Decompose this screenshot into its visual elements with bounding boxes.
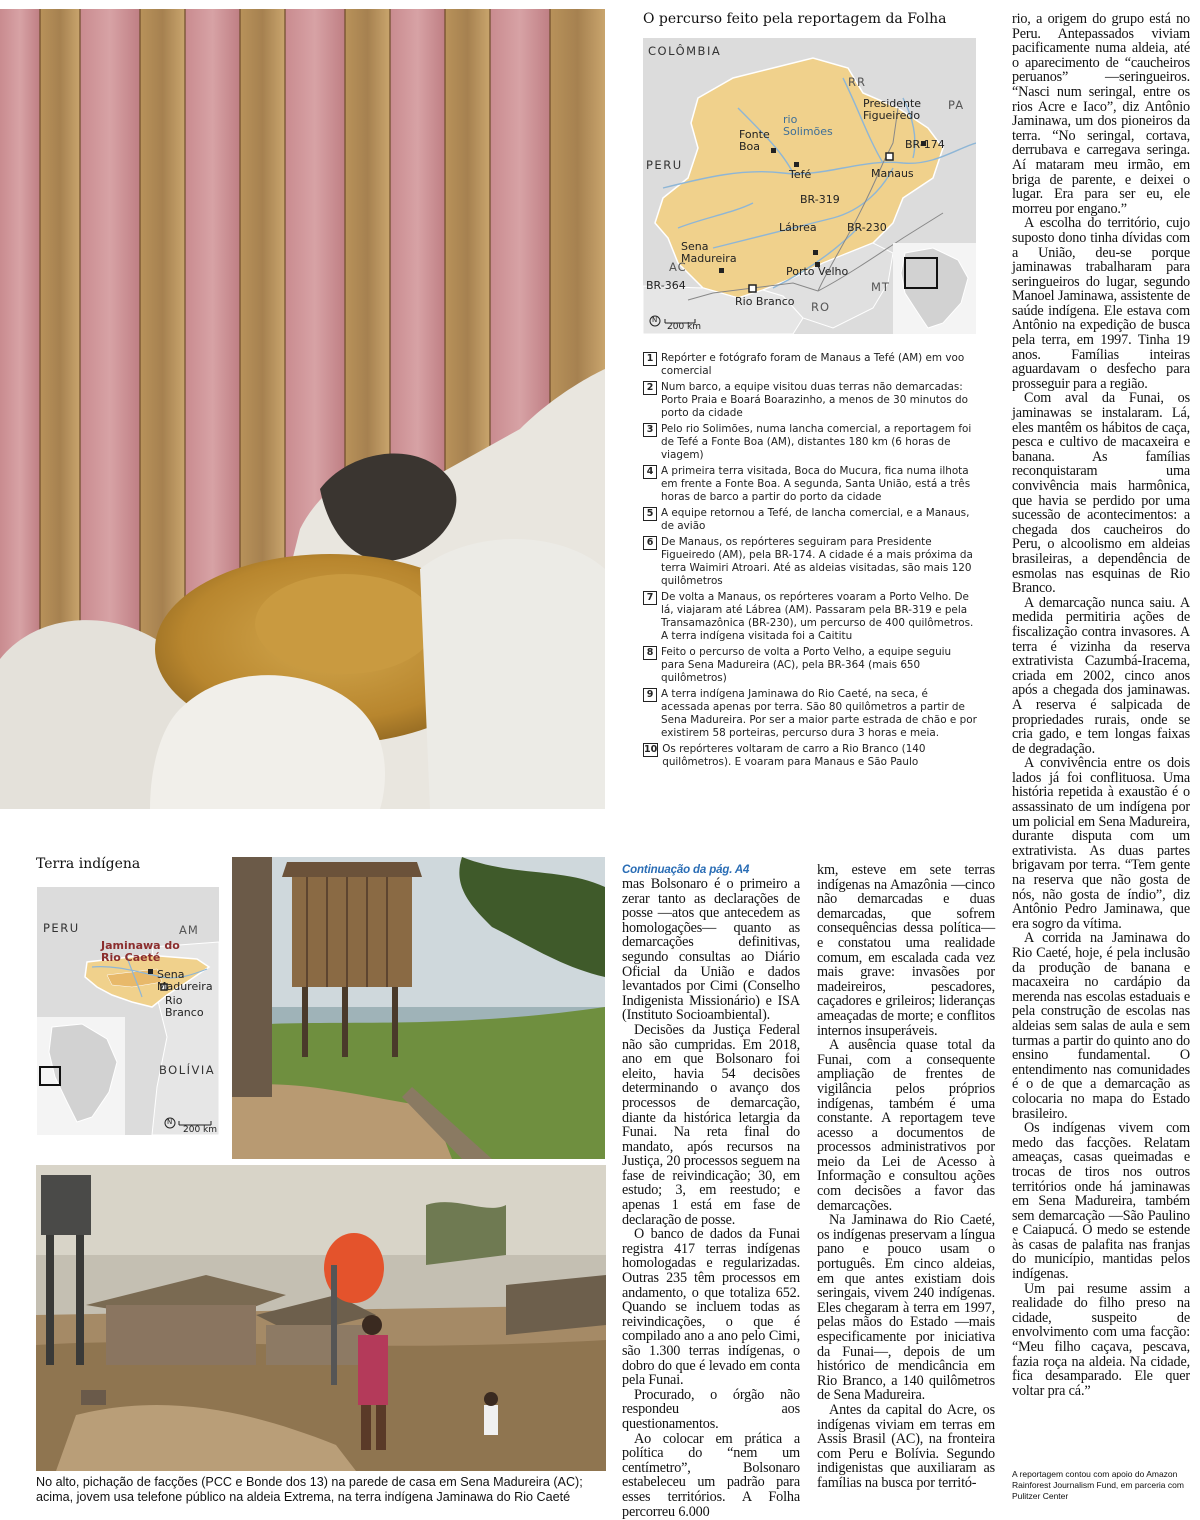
small-map-country-bolivia: BOLÍVIA [159,1063,216,1077]
article-column-right [1012,12,1190,1398]
route-step-number: 9 [643,688,657,702]
map-city-labrea: Lábrea [779,221,817,234]
map-city-fonte-boa: Fonte Boa [739,128,770,153]
small-map-state-am: AM [179,923,199,937]
route-step-text: Pelo rio Solimões, numa lancha comercial, a reportagem foi de Tefé a Fonte Boa (AM), distantes 180 km (6 horas de viagem) [661,423,972,461]
article-paragraph: A escolha do território, cujo suposto dono tinha dívidas com a União, deu-se porque jaminawas trabalharam para seringueiros do lugar, segundo Manoel Jaminawa, assistente de saúde indígena. Ele estava com Antônio na expedição de busca pela terra, em 1997. Tinha 19 anos. Famílias inteiras aguardavam o desfecho para prosseguir para a região. [1012,215,1190,392]
map-road-br230: BR-230 [847,221,887,234]
map-river-solimoes: rio Solimões [783,113,833,138]
route-step-text: A equipe retornou a Tefé, de lancha comercial, e a Manaus, de avião [661,507,970,532]
route-step-text: A terra indígena Jaminawa do Rio Caeté, na seca, é acessada apenas por terra. São 80 quilômetros a partir de Sena Madureira. Por ser a maior parte estrada de chão e por existirem 58 porteiras, percurso dura 3 horas e meia. [661,688,977,739]
map-road-br174: BR-174 [905,138,945,151]
route-step-number: 2 [643,381,657,395]
route-step [643,591,977,643]
route-step-number: 7 [643,591,657,605]
map-state-mt: MT [871,280,890,294]
map-north-arrow: N [652,316,658,324]
article-paragraph: Os indígenas vivem com medo das facções. Relatam ameaças, casas queimadas e trocas de tiros nos outros territórios onde há jaminawas em Sena Madureira, também sem demarcação —São Paulino e Caiapucá. O medo se estende às casas de palafita nas franjas do município, mantidas pelos indígenas. [1012,1120,1190,1283]
article-column-a [622,863,800,1519]
route-step-number: 3 [643,423,657,437]
map-city-manaus: Manaus [871,167,914,180]
route-step [643,646,977,685]
route-step-number: 6 [643,536,657,550]
small-map-territory: Jaminawa do Rio Caeté [101,939,180,964]
article-paragraph: rio, a origem do grupo está no Peru. Antepassados viviam pacificamente numa aldeia, até o aparecimento de “caucheiros peruanos” —seringueiros. “Nasci num seringal, entre os rios Acre e Iaco”, diz Antônio Jaminawa, um dos pioneiros da terra. “No seringal, cortava, derrubava e carregava seringa. Aí mataram meu irmão, em briga de parente, e deixei o lugar. Era para ser eu, ele morreu por engano.” [1012,11,1190,217]
map-country-peru: PERU [646,158,683,172]
route-step [643,423,977,462]
article-paragraph: Antes da capital do Acre, os indígenas viviam em terras em Assis Brasil (AC), na fronteira com Peru e Bolívia. Segundo indigenistas que auxiliaram as famílias na busca por territó- [817,1401,995,1491]
route-step [643,536,977,588]
article-paragraph: Um pai resume assim a realidade do filho preso na cidade, suspeito de envolvimento com uma facção: “Meu filho caçava, pescava, fazia roça na aldeia. Na cidade, fica desamparado. Ele quer voltar pra cá.” [1012,1280,1190,1399]
article-paragraph: A convivência entre os dois lados já foi conflituosa. Uma história repetida à exaustão é o assassinato de um indígena por um policial em Sena Madureira, durante disputa com um extrativista. As duas partes brigavam por terra. “Tem gente na reserva que não gosta de nós, não gosta de índio”, diz Antônio Pedro Jaminawa, que era sogro da vítima. [1012,755,1190,932]
article-paragraph: Na Jaminawa do Rio Caeté, os indígenas preservam a língua pano e pouco usam o português. Em cinco aldeias, em que antes existiam dois seringais, vivem 240 indígenas. Eles chegaram à terra em 1997, pelas mãos do Estado —mais especificamente por iniciativa da Funai—, depois de um histórico de mendicância em Rio Branco, a 140 quilômetros de Sena Madureira. [817,1212,995,1404]
map-road-br364: BR-364 [646,279,686,292]
article-column-b [817,863,995,1491]
article-paragraph: O banco de dados da Funai registra 417 terras indígenas homologadas e regularizadas. Outras 235 têm processos em andamento, o que totaliza 652. Quando se incluem todas as reivindicações, o que é compilado ano a ano pelo Cimi, são 1.300 terras indígenas, o dobro do que é levado em conta pela Funai. [622,1226,800,1389]
map-city-tefe: Tefé [789,168,812,181]
map-state-ro: RO [811,300,831,314]
article-paragraph: Procurado, o órgão não respondeu aos questionamentos. [622,1386,800,1432]
continuation-label: Continuação da pág. A4 [622,864,750,876]
map-city-rio-branco: Rio Branco [735,295,795,308]
route-step-number: 8 [643,646,657,660]
small-map [37,887,219,1135]
route-step-text: Os repórteres voltaram de carro a Rio Branco (140 quilômetros). E voaram para Manaus e São Paulo [662,743,926,768]
small-map-city-rio-branco: Rio Branco [165,994,204,1019]
route-step-text: Repórter e fotógrafo foram de Manaus a Tefé (AM) em voo comercial [661,352,965,377]
map-city-sena-madureira: Sena Madureira [681,240,737,265]
photo-village-phone [36,1165,606,1471]
route-step [643,465,977,504]
article-paragraph: mas Bolsonaro é o primeiro a zerar tanto as declarações de posse —atos que antecedem as homologações— quanto as demarcações definitivas, segundo consultas ao Diário Oficial da União e dados levantados por Cimi (Conselho Indigenista Missionário) e ISA (Instituto Socioambiental). [622,876,800,1024]
route-step-text: De Manaus, os repórteres seguiram para Presidente Figueiredo (AM), pela BR-174. A cidade é a mais próxima da terra Waimiri Atroari. Até as aldeias visitadas, são mais 120 quilômetros [661,536,973,587]
route-step [643,381,977,420]
small-map-title: Terra indígena [36,856,141,872]
route-step-text: A primeira terra visitada, Boca do Mucura, fica numa ilhota em frente a Fonte Boa. A segunda, Santa União, está a três horas de barco a partir do porto da cidade [661,465,971,503]
route-step-number: 4 [643,465,657,479]
main-map-title: O percurso feito pela reportagem da Folha [643,11,947,27]
map-road-br319: BR-319 [800,193,840,206]
village-illustration [36,1165,606,1471]
route-step-number: 5 [643,507,657,521]
wall-hat-illustration [0,9,605,809]
route-steps [643,352,977,772]
photo-wall-hat [0,9,605,809]
route-step-number: 10 [644,744,658,755]
small-map-country-peru: PERU [43,921,80,935]
route-step-number: 1 [643,352,657,366]
main-map [643,38,976,334]
article-paragraph: Com aval da Funai, os jaminawas se instalaram. Lá, eles mantêm os hábitos de caça, pesca e cultivo de macaxeira e banana. As famílias reconquistaram uma convivência mais harmônica, que havia se perdido por uma sucessão de acontecimentos: a chegada dos caucheiros do Peru, o alcoolismo em aldeias brasileiras, a dependência de esmolas nas esquinas de Rio Branco. [1012,390,1190,597]
route-step [643,743,977,769]
route-step [643,688,977,740]
photo-caption: No alto, pichação de facções (PCC e Bonde dos 13) na parede de casa em Sena Madureira (AC); acima, jovem usa telefone público na aldeia Extrema, na terra indígena Jaminawa do Rio Caeté [36,1475,583,1504]
route-step-text: Feito o percurso de volta a Porto Velho, a equipe seguiu para Sena Madureira (AC), pela BR-364 (mais 650 quilômetros) [661,646,952,684]
article-paragraph: Ao colocar em prática a política do “nem um centímetro”, Bolsonaro estabeleceu um padrão para esses territórios. A Folha percorreu 6.000 [622,1430,800,1520]
article-paragraph: Decisões da Justiça Federal não são cumpridas. Em 2018, ano em que Bolsonaro foi eleito, havia 54 decisões determinando o avanço dos processos de demarcação, diante da histórica letargia da Funai. Na reta final do mandato, após recursos na Justiça, 20 processos seguem na fase de reivindicação; 30, em estudo; 3, em reestudo; e apenas 1 está em fase de declaração de posse. [622,1021,800,1228]
map-city-porto-velho: Porto Velho [786,265,849,278]
route-step [643,507,977,533]
credit-note: A reportagem contou com apoio do Amazon Rainforest Journalism Fund, em parceria com Pulitzer Center [1012,1469,1184,1501]
main-map-svg [643,38,976,334]
route-step-text: Num barco, a equipe visitou duas terras não demarcadas: Porto Praia e Boará Boarazinho, a menos de 30 minutos do porto da cidade [661,381,968,419]
small-map-city-sena-madureira: Sena Madureira [157,968,213,993]
map-scale: 200 km [667,322,702,332]
map-state-ac: AC [669,260,687,274]
article-paragraph: A demarcação nunca saiu. A medida permitiria ações de fiscalização contra invasores. A terra é vizinha da reserva extrativista Cazumbá-Iracema, criada em 2002, cinco anos após a chegada dos jaminawas. A reserva é salpicada de propriedades rurais, onde se cria gado, e tem longas faixas de degradação. [1012,594,1190,757]
route-step-text: De volta a Manaus, os repórteres voaram a Porto Velho. De lá, viajaram até Lábrea (AM). Passaram pela BR-319 e pela Transamazônica (BR-230), um percurso de 400 quilômetros. A terra indígena visitada foi a Caititu [661,591,974,642]
map-country-colombia: COLÔMBIA [648,44,722,58]
article-paragraph: A corrida na Jaminawa do Rio Caeté, hoje, é pela inclusão da produção de banana e macaxeira no cardápio da merenda nas escolas estaduais e pela construção de escolas nas aldeias sem salas de aula e sem turmas a partir do quinto ano do ensino fundamental. O entendimento nas comunidades é o de que a demarcação as colocaria no mapa do Estado brasileiro. [1012,930,1190,1122]
map-city-presidente-figueiredo: Presidente Figueiredo [863,97,922,122]
map-state-rr: RR [848,75,866,89]
photo-stilt-house-river [232,857,605,1159]
small-map-north-arrow: N [167,1118,173,1126]
stilt-house-illustration [232,857,605,1159]
route-step [643,352,977,378]
small-map-scale: 200 km [183,1125,218,1135]
article-paragraph: A ausência quase total da Funai, com a consequente ampliação de frentes de vigilância pelos próprios indígenas, também é uma constante. A reportagem teve acesso a documentos de processos administrativos por meio da Lei de Acesso à Informação e consultou ações com decisões a favor das demarcações. [817,1037,995,1214]
article-paragraph: km, esteve em sete terras indígenas na Amazônia —cinco não demarcadas e duas demarcadas, que sofrem consequências dessa política— e constatou uma realidade comum, em escalada cada vez mais grave: invasões por madeireiros, pescadores, caçadores e grileiros; lideranças ameaçadas de morte; e conflitos internos insuperáveis. [817,862,995,1039]
map-state-pa: PA [948,98,965,112]
